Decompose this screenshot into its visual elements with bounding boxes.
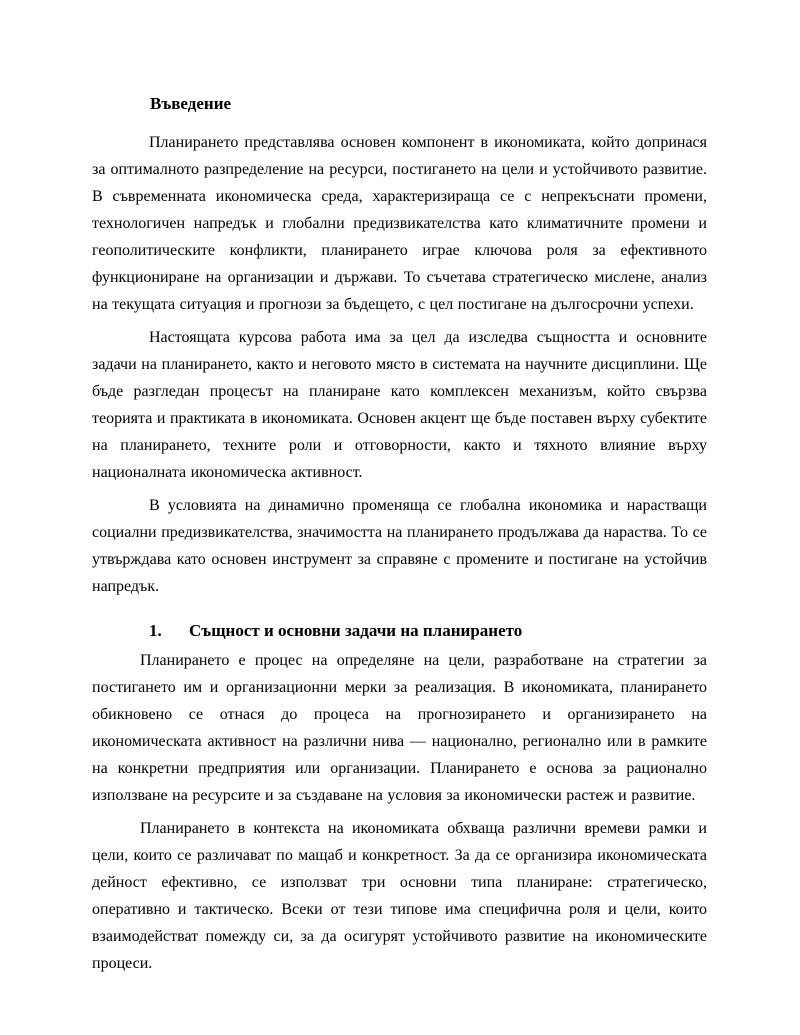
section-1-heading xyxy=(149,619,707,643)
intro-heading: Въведение xyxy=(150,94,232,113)
intro-paragraph-2: Настоящата курсова работа има за цел да изследва същността и основните задачи на планирането, както и неговото място в системата на научните дисциплини. Ще бъде разгледан процесът на планиране като комплексен механизъм, който свързва теорията и практиката в икономиката. Основен акцент ще бъде поставен върху субектите на планирането, техните роли и отговорности, както и тяхното влияние върху националната икономическа активност. xyxy=(92,329,707,481)
intro-paragraph-1: Планирането представлява основен компонент в икономиката, който допринася за оптималното разпределение на ресурси, постигането на цели и устойчивото развитие. В съвременната икономическа среда, характеризираща се с непрекъснати промени, технологичен напредък и глобални предизвикателства като климатичните промени и геополитическите конфликти, планирането играе ключова роля за ефективното функциониране на организации и държави. То съчетава стратегическо мислене, анализ на текущата ситуация и прогнози за бъдещето, с цел постигане на дългосрочни успехи. xyxy=(92,134,707,313)
section-1-paragraph-1: Планирането е процес на определяне на цели, разработване на стратегии за постигането им и организационни мерки за реализация. В икономиката, планирането обикновено се отнася до процеса на прогнозирането и организирането на икономическата активност на различни нива — национално, регионално или в рамките на конкретни предприятия или организации. Планирането е основа за рационално използване на ресурсите и за създаване на условия за икономически растеж и развитие. xyxy=(92,652,707,804)
section-1-title: Същност и основни задачи на планирането xyxy=(189,621,523,640)
intro-paragraph-3: В условията на динамично променяща се глобална икономика и нарастващи социални предизвикателства, значимостта на планирането продължава да нараства. То се утвърждава като основен инструмент за справяне с промените и постигане на устойчив напредък. xyxy=(92,497,707,595)
section-1-number: 1. xyxy=(149,621,162,640)
document-body xyxy=(92,92,707,977)
section-1-paragraph-2: Планирането в контекста на икономиката обхваща различни времеви рамки и цели, които се различават по мащаб и конкретност. За да се организира икономическата дейност ефективно, се използват три основни типа планиране: стратегическо, оперативно и тактическо. Всеки от тези типове има специфична роля и цели, които взаимодействат помежду си, за да осигурят устойчивото развитие на икономическите процеси. xyxy=(92,820,707,972)
